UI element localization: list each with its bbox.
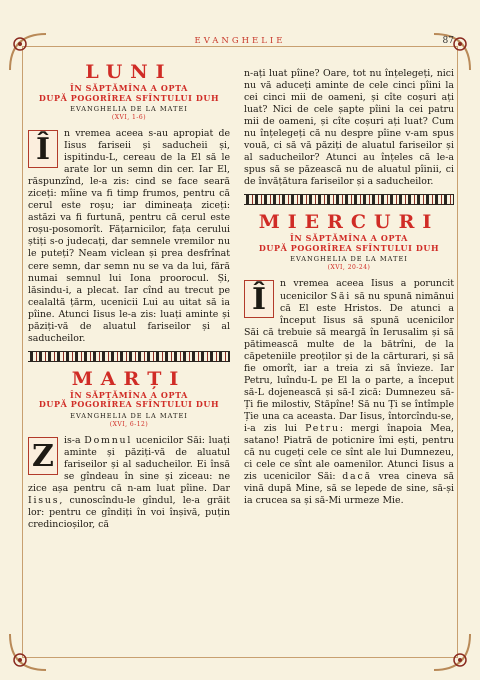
drop-cap: Î (244, 280, 274, 318)
corner-ornament-bottom-left (6, 630, 50, 674)
running-head: EVANGHELIE (194, 36, 286, 46)
ornamental-divider (244, 194, 454, 205)
left-column (28, 62, 230, 531)
reading-text-part: n vremea aceea Iisus a poruncit ucenicilor (280, 278, 454, 302)
section-subtitle: ÎN SĂPTĂMÎNA A OPTA (289, 233, 408, 244)
section-subtitle: DUPĂ POGORÎREA SFÎNTULUI DUH (38, 92, 220, 103)
gospel-heading: EVANGHELIA DE LA MATEI (70, 105, 188, 113)
reading-text-spaced: Domnul (84, 434, 133, 446)
ornamental-divider (28, 351, 230, 362)
reading-text-body: n vremea aceea s-au apropiat de Iisus fariseii și saducheii și, ispitindu-L, cereau de la El să le arate lor un semn din cer. Iar El, răspunzînd, le-a zis: cind se face seară ziceți: mîine va fi timp frumos, pentru că cerul este roșu; iar dimineața ziceți: astăzi va fi furtună, pentru că cerul este roșu-posomorît. Fățarnicilor, fața cerului știți s-o judecați, dar semnele vremilor nu le puteți? Neam viclean și prea desfrînat cere semn, dar semn nu se va da lui, fără numai semnul lui Iona proorocul. Și, lăsindu-i, a plecat. Iar cînd au trecut pe cealaltă țărm, ucenicii Lui au uitat să ia pîine. Atunci Iisus le-a zis: luați aminte și păziți-vă de aluatul fariseilor și al saducheilor. (28, 128, 230, 344)
section-title: LUNI (85, 61, 173, 83)
reading-text-part: vrea cineva să vină după Mine, să se lepede de sine, să-și ia crucea sa și să-Mi urmeze Mie. (244, 471, 454, 507)
section-subtitle: DUPĂ POGORÎREA SFÎNTULUI DUH (38, 399, 220, 410)
scripture-reference: (XVI, 20-24) (327, 264, 371, 272)
reading-text-spaced: dacă (342, 471, 372, 483)
reading-text-part: : mergi înapoia Mea, satano! Piatră de poticnire îmi ești, pentru că nu cugeți cele ce sînt ale lui Dumnezeu, ci cele ce sînt ale oamenilor. Atunci Iisus a zis ucenicilor Săi: (244, 423, 454, 483)
section-miercuri (244, 212, 454, 507)
reading-text-continued: n-ați luat pîine? Oare, tot nu înțelegeți, nici nu vă aduceți aminte de cele cinci pîini la cei cinci mii de oameni, și cîte coșuri ați luat? Nici de cele șapte pîini la cei patru mii de oameni, și cîte coșuri ați luat? Cum nu înțelegeți că nu despre pîine v-am spus vouă, ci să vă păziți de aluatul fariseilor și al saducheilor? Atunci au înțeles că le-a spus să se păzească nu de aluatul pîinii, ci de învățătura fariseilor și a saducheilor. (244, 68, 454, 188)
section-subtitle: ÎN SĂPTĂMÎNA A OPTA (69, 389, 188, 400)
drop-cap: Î (28, 130, 58, 168)
reading-text (28, 435, 230, 531)
section-subtitle: DUPĂ POGORÎREA SFÎNTULUI DUH (258, 242, 440, 253)
page-number: 87 (442, 36, 454, 46)
reading-text-part: , cunoscîndu-le gîndul, le-a grăit lor: pentru ce gîndiți în voi înșivă, puțin credincioșilor, că (28, 495, 230, 531)
section-marti (28, 369, 230, 531)
scripture-reference: (XVI, 1-6) (111, 114, 147, 121)
reading-text (244, 278, 454, 507)
section-title: MIERCURI (258, 211, 440, 234)
right-column (244, 68, 454, 507)
reading-text-part: is-a (64, 434, 85, 446)
reading-text-part: ucenicilor Săi: luați aminte și păziți-vă de aluatul fariseilor și al saducheilor. Ei însă se gîndeau în sine și ziceau: ne zice așa pentru că n-am luat pîine. Dar (28, 434, 231, 495)
reading-text-spaced: Iisus (28, 495, 60, 507)
reading-text-spaced: Petru (305, 423, 340, 435)
section-title: MARȚI (71, 367, 187, 390)
reading-text (28, 128, 230, 345)
drop-cap: Z (28, 437, 58, 475)
gospel-heading: EVANGHELIA DE LA MATEI (70, 411, 188, 420)
scripture-reference: (XVI, 6-12) (109, 420, 149, 428)
gospel-heading: EVANGHELIA DE LA MATEI (290, 255, 408, 264)
reading-text-spaced: Săi (330, 290, 352, 302)
section-luni (28, 62, 230, 345)
section-subtitle: ÎN SĂPTĂMÎNA A OPTA (69, 83, 188, 93)
corner-ornament-bottom-right (430, 630, 474, 674)
reading-text-part: să nu spună nimănui că El este Hristos. De atunci a început Iisus să spună ucenicilor Săi că trebuie să meargă în Ierusalim și să pătimească multe de la bătrîni, de la căpeteniile preoților și de la cărturari, și să fie omorît, iar a treia zi să învieze. Iar Petru, luîndu-L pe El la o parte, a început să-L dojenească și să-I zică: Dumnezeu să-Ți fie milostiv, Stăpîne! Să nu Ți se întîmple Ție una ca aceasta. Dar Iisus, întorcîndu-se, i-a zis lui (244, 290, 454, 435)
